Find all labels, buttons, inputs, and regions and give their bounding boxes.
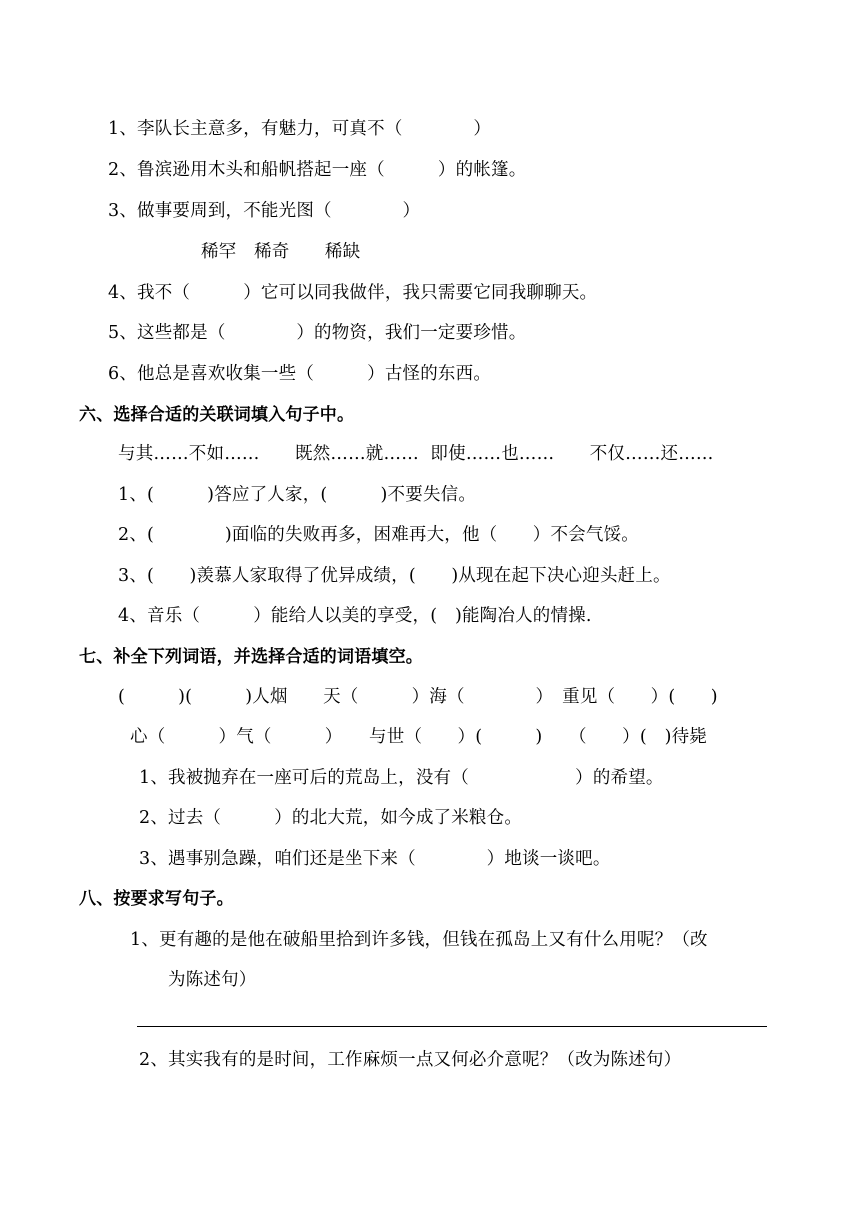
part6-question-2: 2、( )面临的失败再多，困难再大，他（ ）不会气馁。 xyxy=(118,525,639,545)
answer-line xyxy=(137,1026,767,1027)
part6-question-4: 4、音乐（ ）能给人以美的享受，( )能陶冶人的情操. xyxy=(118,606,592,626)
part8-question-2: 2、其实我有的是时间，工作麻烦一点又何必介意呢？（改为陈述句） xyxy=(139,1050,682,1070)
part8-question-1-line-2: 为陈述句） xyxy=(168,970,257,990)
section-8-heading: 八、按要求写句子。 xyxy=(79,889,234,909)
idiom-row-2: 心（ ）气（ ） 与世（ ）( ) （ ）( )待毙 xyxy=(130,727,708,747)
part5-question-2: 2、鲁滨逊用木头和船帆搭起一座（ ）的帐篷。 xyxy=(108,160,527,180)
part5-question-5: 5、这些都是（ ）的物资，我们一定要珍惜。 xyxy=(108,323,527,343)
part5-question-6: 6、他总是喜欢收集一些（ ）古怪的东西。 xyxy=(108,364,492,384)
idiom-row-1: ( )( )人烟 天（ ）海（ ） 重见（ ）( ) xyxy=(118,687,718,707)
part5-question-3: 3、做事要周到，不能光图（ ） xyxy=(108,201,421,221)
part5-question-4: 4、我不（ ）它可以同我做伴，我只需要它同我聊聊天。 xyxy=(108,283,598,303)
part6-question-3: 3、( )羡慕人家取得了优异成绩，( )从现在起下决心迎头赶上。 xyxy=(118,566,671,586)
word-bank: 稀罕 稀奇 稀缺 xyxy=(201,242,361,262)
section-7-heading: 七、补全下列词语，并选择合适的词语填空。 xyxy=(79,647,423,667)
part6-question-1: 1、( )答应了人家，( )不要失信。 xyxy=(118,485,477,505)
part7-question-2: 2、过去（ ）的北大荒，如今成了米粮仓。 xyxy=(139,808,523,828)
part7-question-3: 3、遇事别急躁，咱们还是坐下来（ ）地谈一谈吧。 xyxy=(139,849,611,869)
part7-question-1: 1、我被抛弃在一座可后的荒岛上，没有（ ）的希望。 xyxy=(139,768,664,788)
part8-question-1-line-1: 1、更有趣的是他在破船里拾到许多钱，但钱在孤岛上又有什么用呢？（改 xyxy=(130,930,708,950)
section-6-heading: 六、选择合适的关联词填入句子中。 xyxy=(79,405,355,425)
conjunction-options: 与其……不如…… 既然……就…… 即使……也…… 不仅……还…… xyxy=(118,444,714,464)
part5-question-1: 1、李队长主意多，有魅力，可真不（ ） xyxy=(108,119,492,139)
